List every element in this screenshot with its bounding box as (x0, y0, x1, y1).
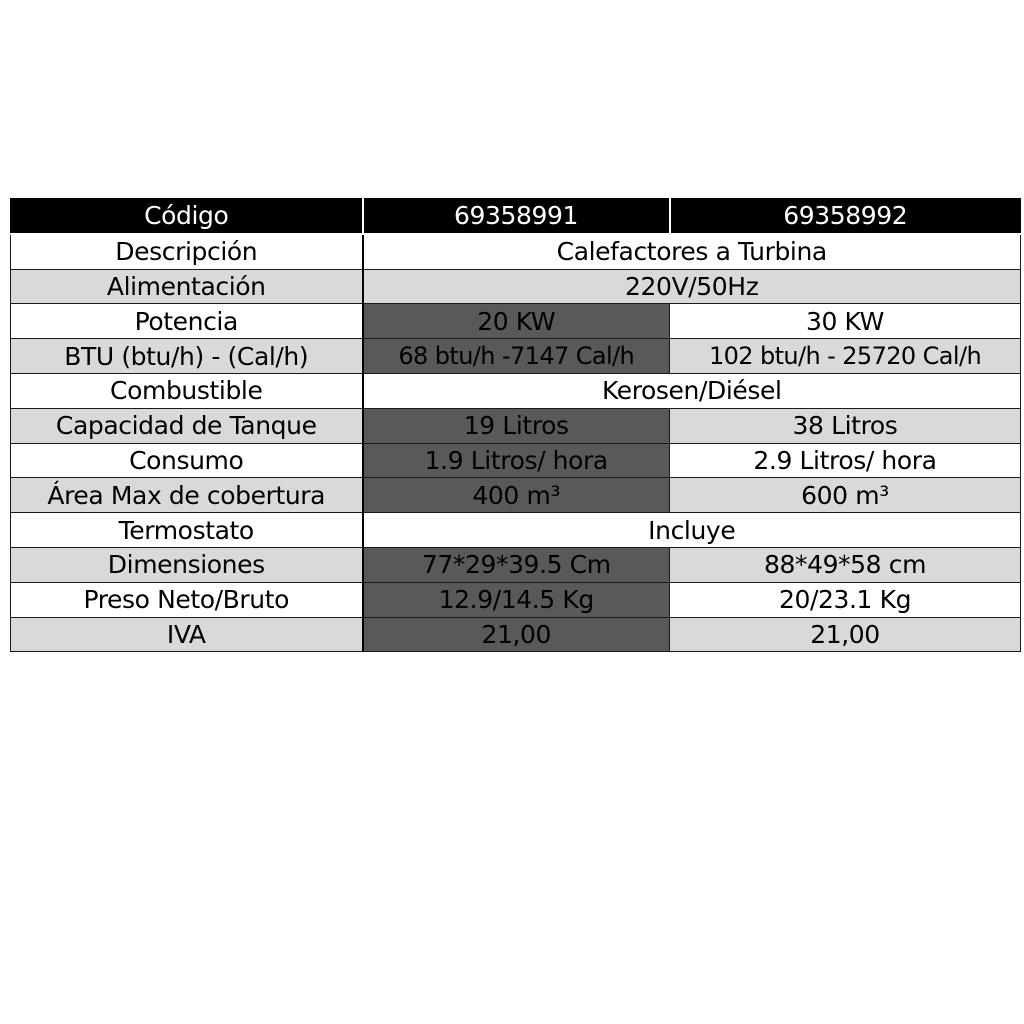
row-label: BTU (btu/h) - (Cal/h) (11, 339, 363, 374)
row-value-b: 2.9 Litros/ hora (670, 443, 1021, 478)
table-row (11, 373, 1021, 408)
table-row (11, 478, 1021, 513)
table-row (11, 234, 1021, 269)
row-value-b: 30 KW (670, 304, 1021, 339)
row-label: Capacidad de Tanque (11, 408, 363, 443)
row-label: Combustible (11, 373, 363, 408)
row-label: IVA (11, 617, 363, 652)
table-row (11, 582, 1021, 617)
row-value-a: 21,00 (363, 617, 670, 652)
row-value-b: 20/23.1 Kg (670, 582, 1021, 617)
table-row (11, 269, 1021, 304)
row-value-a: 77*29*39.5 Cm (363, 547, 670, 582)
row-value-a: 19 Litros (363, 408, 670, 443)
header-model-a: 69358991 (363, 199, 670, 234)
row-value-a: 20 KW (363, 304, 670, 339)
table-row (11, 547, 1021, 582)
spec-table (10, 198, 1021, 652)
row-value-merged: Calefactores a Turbina (363, 234, 1021, 269)
row-value-b: 102 btu/h - 25720 Cal/h (670, 339, 1021, 374)
table-row (11, 513, 1021, 548)
row-label: Área Max de cobertura (11, 478, 363, 513)
row-label: Preso Neto/Bruto (11, 582, 363, 617)
table-row (11, 443, 1021, 478)
header-row (11, 199, 1021, 234)
row-value-a: 1.9 Litros/ hora (363, 443, 670, 478)
row-value-a: 400 m³ (363, 478, 670, 513)
header-model-b: 69358992 (670, 199, 1021, 234)
row-label: Termostato (11, 513, 363, 548)
table-row (11, 304, 1021, 339)
row-value-merged: Kerosen/Diésel (363, 373, 1021, 408)
row-value-b: 21,00 (670, 617, 1021, 652)
row-value-merged: 220V/50Hz (363, 269, 1021, 304)
row-label: Dimensiones (11, 547, 363, 582)
table-row (11, 408, 1021, 443)
table-row (11, 617, 1021, 652)
header-label: Código (11, 199, 363, 234)
row-value-b: 38 Litros (670, 408, 1021, 443)
table-row (11, 339, 1021, 374)
row-value-a: 12.9/14.5 Kg (363, 582, 670, 617)
row-value-b: 600 m³ (670, 478, 1021, 513)
row-label: Descripción (11, 234, 363, 269)
row-label: Consumo (11, 443, 363, 478)
row-label: Potencia (11, 304, 363, 339)
row-value-merged: Incluye (363, 513, 1021, 548)
row-label: Alimentación (11, 269, 363, 304)
row-value-b: 88*49*58 cm (670, 547, 1021, 582)
row-value-a: 68 btu/h -7147 Cal/h (363, 339, 670, 374)
